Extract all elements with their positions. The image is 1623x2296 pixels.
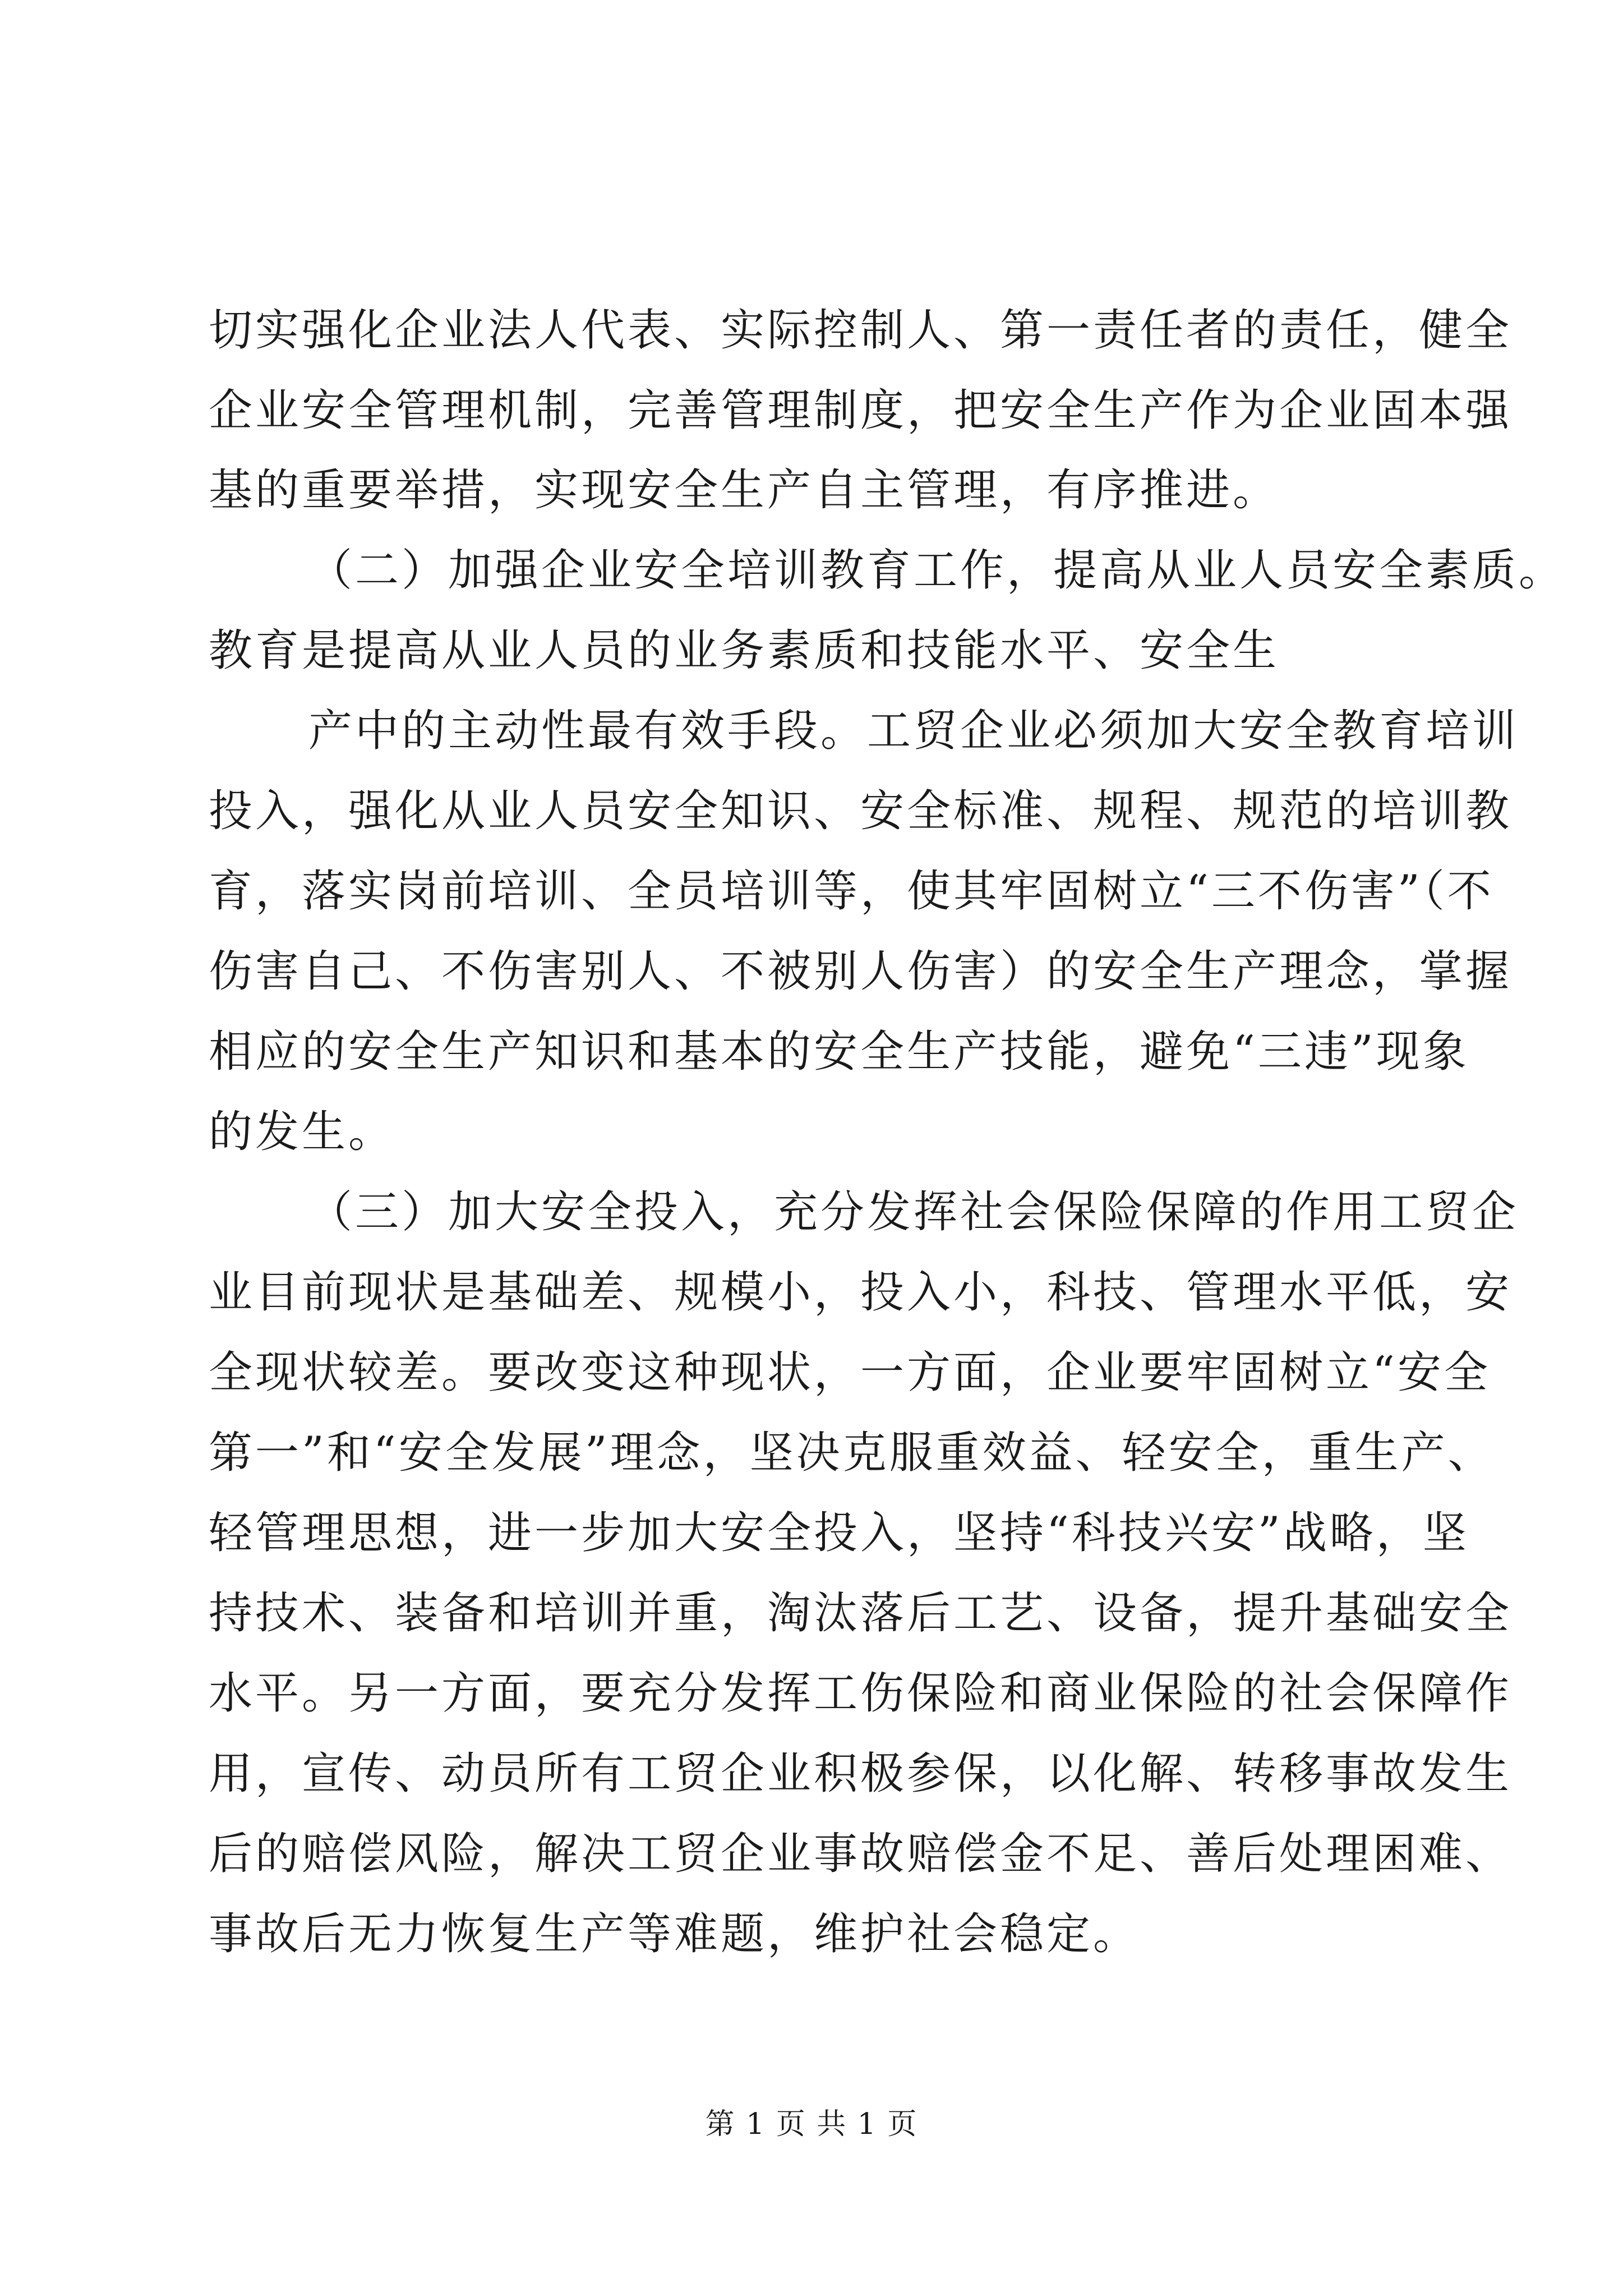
body-text-line: 的发生。: [209, 1107, 395, 1157]
body-text-line: 全现状较差。要改变这种现状，一方面，企业要牢固树立“安全: [209, 1347, 1491, 1398]
body-text-line: 持技术、装备和培训并重，淘汰落后工艺、设备，提升基础安全: [209, 1588, 1513, 1639]
body-text-line: 轻管理思想，进一步加大安全投入，坚持“科技兴安”战略，坚: [209, 1508, 1469, 1558]
body-text-line: 基的重要举措，实现安全生产自主管理，有序推进。: [209, 465, 1280, 516]
body-text-line: 教育是提高从业人员的业务素质和技能水平、安全生: [209, 625, 1280, 676]
body-text-line: 水平。另一方面，要充分发挥工伤保险和商业保险的社会保障作: [209, 1668, 1513, 1719]
body-text-line: 企业安全管理机制，完善管理制度，把安全生产作为企业固本强: [209, 385, 1513, 436]
body-text-line: 业目前现状是基础差、规模小，投入小，科技、管理水平低，安: [209, 1267, 1513, 1318]
paragraph-heading-2: （二）加强企业安全培训教育工作，提高从业人员安全素质。: [308, 545, 1566, 596]
body-text-line: 伤害自己、不伤害别人、不被别人伤害）的安全生产理念，掌握: [209, 946, 1513, 997]
body-text-line: 第一”和“安全发展”理念，坚决克服重效益、轻安全，重生产、: [209, 1428, 1495, 1478]
body-text-line: 切实强化企业法人代表、实际控制人、第一责任者的责任，健全: [209, 305, 1513, 356]
body-text-line: 相应的安全生产知识和基本的安全生产技能，避免“三违”现象: [209, 1027, 1469, 1077]
body-text-line: 产中的主动性最有效手段。工贸企业必须加大安全教育培训: [308, 706, 1519, 756]
body-text-line: 用，宣传、动员所有工贸企业积极参保，以化解、转移事故发生: [209, 1749, 1513, 1799]
body-text-line: 后的赔偿风险，解决工贸企业事故赔偿金不足、善后处理困难、: [209, 1829, 1513, 1879]
body-text-line: 事故后无力恢复生产等难题，维护社会稳定。: [209, 1909, 1140, 1959]
paragraph-heading-3: （三）加大安全投入，充分发挥社会保险保障的作用工贸企: [308, 1187, 1519, 1237]
body-text-line: 投入，强化从业人员安全知识、安全标准、规程、规范的培训教: [209, 786, 1513, 836]
body-text-line: 育，落实岗前培训、全员培训等，使其牢固树立“三不伤害”（不: [209, 866, 1494, 917]
page-number-footer: 第 1 页 共 1 页: [705, 2108, 918, 2141]
